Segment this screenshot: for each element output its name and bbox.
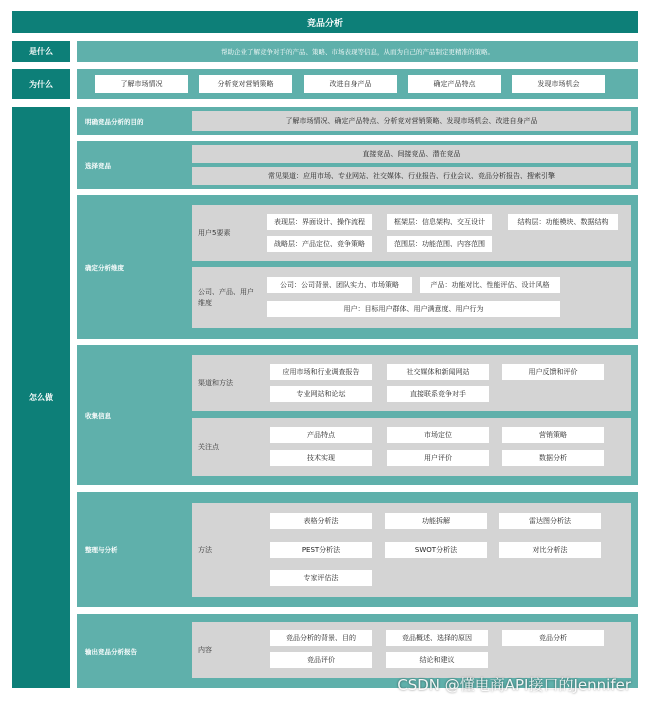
how-label: 怎么做	[12, 107, 70, 688]
focus-item: 产品特点	[270, 427, 372, 443]
method-item: SWOT分析法	[385, 542, 487, 558]
user5-item: 战略层：产品定位、竞争策略	[267, 236, 372, 252]
report-item: 结论和建议	[386, 652, 488, 668]
method-item: PEST分析法	[270, 542, 372, 558]
purpose-label: 明确竞品分析的目的	[85, 117, 144, 126]
content-label: 内容	[198, 646, 212, 654]
purpose-text: 了解市场情况、确定产品特点、分析竞对营销策略、发现市场机会、改进自身产品	[192, 111, 631, 131]
select-label: 选择竞品	[85, 161, 111, 170]
why-item: 确定产品特点	[408, 75, 501, 93]
report-label: 输出竞品分析报告	[85, 647, 137, 656]
focus-item: 数据分析	[502, 450, 604, 466]
channels-label: 渠道和方法	[198, 379, 233, 387]
channel-item: 直接联系竞争对手	[387, 386, 489, 402]
what-label: 是什么	[12, 41, 70, 62]
method-label: 方法	[198, 546, 212, 554]
cpu-product: 产品：功能对比、性能评估、设计风格	[420, 277, 560, 293]
page-title: 竞品分析	[12, 11, 638, 33]
report-item: 竞品概述、选择的原因	[386, 630, 488, 646]
why-item: 改进自身产品	[304, 75, 397, 93]
user5-item: 框架层：信息架构、交互设计	[387, 214, 492, 230]
focus-item: 市场定位	[387, 427, 489, 443]
focus-item: 技术实现	[270, 450, 372, 466]
focus-item: 用户评价	[387, 450, 489, 466]
organize-label: 整理与分析	[85, 546, 118, 554]
user5-item: 范围层：功能范围、内容范围	[387, 236, 492, 252]
channel-item: 用户反馈和评价	[502, 364, 604, 380]
cpu-label: 公司、产品、用户维度	[198, 287, 254, 307]
focus-label: 关注点	[198, 443, 219, 451]
collect-label: 收集信息	[85, 411, 111, 420]
method-item: 专家评估法	[270, 570, 372, 586]
why-item: 了解市场情况	[95, 75, 188, 93]
why-item: 发现市场机会	[512, 75, 605, 93]
dimension-label: 确定分析维度	[85, 263, 124, 272]
method-item: 功能拆解	[385, 513, 487, 529]
method-item: 雷达图分析法	[499, 513, 601, 529]
cpu-user: 用户：目标用户群体、用户满意度、用户行为	[267, 301, 560, 317]
why-item: 分析竞对营销策略	[199, 75, 292, 93]
cpu-company: 公司：公司背景、团队实力、市场策略	[267, 277, 412, 293]
select-types: 直接竞品、间接竞品、潜在竞品	[192, 145, 631, 163]
report-item: 竞品评价	[270, 652, 372, 668]
focus-item: 营销策略	[502, 427, 604, 443]
method-item: 表格分析法	[270, 513, 372, 529]
report-item: 竞品分析	[502, 630, 604, 646]
watermark: CSDN @懂电商API接口的Jennifer	[397, 676, 631, 694]
channel-item: 专业网站和论坛	[270, 386, 372, 402]
report-item: 竞品分析的背景、目的	[270, 630, 372, 646]
channel-item: 应用市场和行业调查报告	[270, 364, 372, 380]
what-text: 帮助企业了解竞争对手的产品、策略、市场表现等信息，从而为自己的产品制定更精准的策略。	[77, 41, 638, 62]
user5-label: 用户5要素	[198, 229, 231, 237]
select-channels: 常见渠道：应用市场、专业网站、社交媒体、行业报告、行业会议、竞品分析报告、搜索引擎	[192, 167, 631, 185]
why-label: 为什么	[12, 69, 70, 99]
method-item: 对比分析法	[499, 542, 601, 558]
channel-item: 社交媒体和新闻网站	[387, 364, 489, 380]
user5-item: 结构层：功能模块、数据结构	[508, 214, 618, 230]
user5-item: 表现层：界面设计、操作流程	[267, 214, 372, 230]
